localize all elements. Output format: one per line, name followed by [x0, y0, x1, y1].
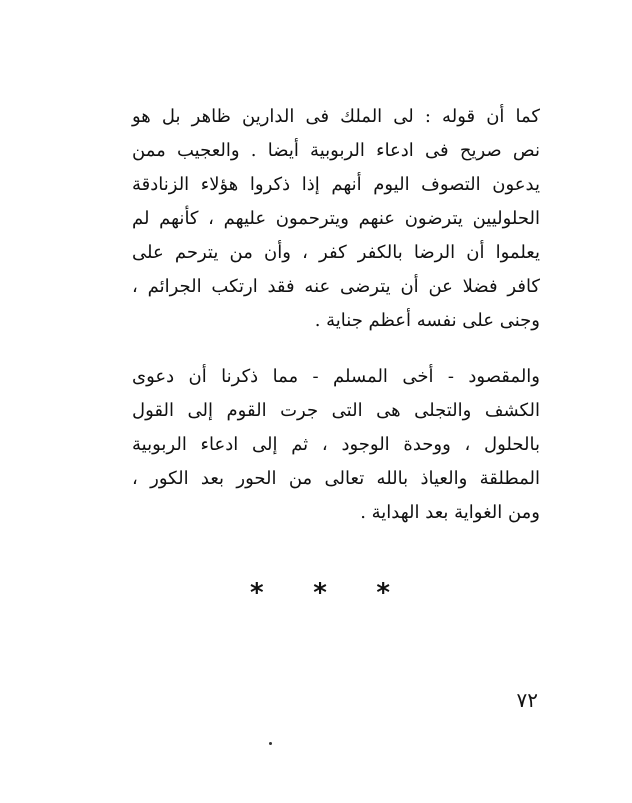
text-line: كما أن قوله : لى الملك فى الدارين ظاهر بل هو: [132, 106, 540, 127]
text-line: ومن الغواية بعد الهداية .: [360, 502, 540, 523]
paragraph-2: [132, 360, 540, 530]
asterisk-icon: *: [376, 578, 390, 608]
text-line: كافر فضلا عن أن يترضى عنه فقد ارتكب الجرائم ،: [132, 276, 540, 297]
asterisk-icon: *: [250, 578, 264, 608]
text-line: وجنى على نفسه أعظم جناية .: [314, 310, 540, 331]
text-line: الكشف والتجلى هى التى جرت القوم إلى القول: [132, 400, 540, 421]
text-line: والمقصود - أخى المسلم - مما ذكرنا أن دعوى: [132, 366, 540, 387]
section-separator: [250, 578, 390, 608]
text-line: يعلموا أن الرضا بالكفر كفر ، وأن من يترحم على: [132, 242, 540, 263]
paragraph-1: [132, 100, 540, 338]
text-line: يدعون التصوف اليوم أنهم إذا ذكروا هؤلاء الزنادقة: [132, 174, 540, 195]
asterisk-icon: *: [313, 578, 327, 608]
page-number: ٧٢: [516, 688, 538, 712]
text-line: المطلقة والعياذ بالله تعالى من الحور بعد الكور ،: [132, 468, 540, 489]
scan-speck: [269, 742, 272, 745]
text-line: بالحلول ، ووحدة الوجود ، ثم إلى ادعاء الربوبية: [132, 434, 540, 455]
text-line: الحلوليين يترضون عنهم ويترحمون عليهم ، كأنهم لم: [132, 208, 540, 229]
text-line: نص صريح فى ادعاء الربوبية أيضا . والعجيب ممن: [132, 140, 540, 161]
